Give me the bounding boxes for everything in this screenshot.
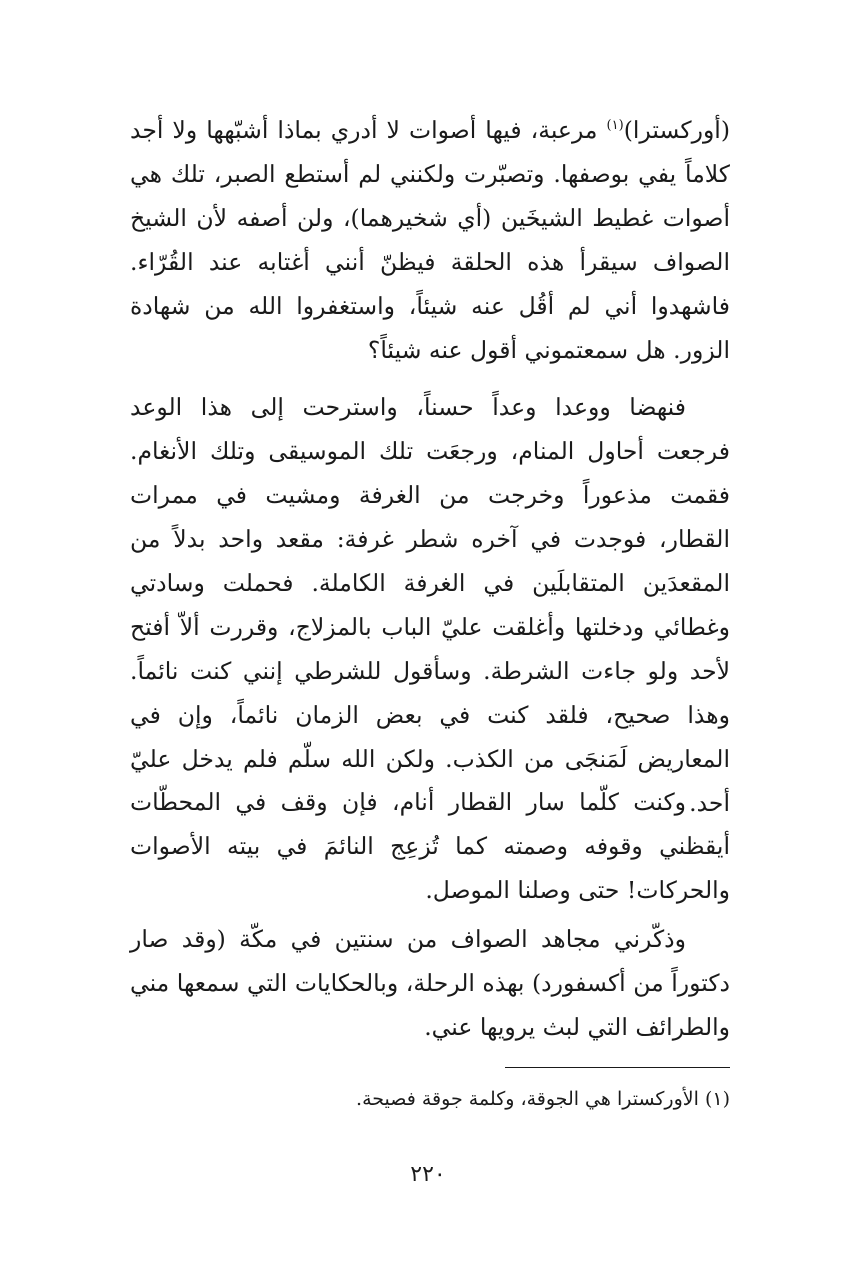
paragraph-1-lead: (أوركسترا) [623,116,730,144]
paragraph-1 [130,108,730,372]
paragraph-3 [130,780,730,912]
paragraph-1-text [130,108,730,372]
paragraph-2-text: فنهضا ووعدا وعداً حسناً، واسترحت إلى هذا الوعد فرجعت أحاول المنام، ورجعَت تلك الموسيقى وتلك الأنغام. فقمت مذعوراً وخرجت من الغرفة ومشيت في ممرات القطار، فوجدت في آخره شطر غرفة: مقعد واحد بدلاً من المقعدَين المتقابلَين في الغرفة الكاملة. فحملت وسادتي وغطائي ودخلتها وأغلقت عليّ الباب بالمزلاج، وقررت ألاّ أفتح لأحد ولو جاءت الشرطة. وسأقول للشرطي إنني كنت نائماً. وهذا صحيح، فلقد كنت في بعض الزمان نائماً، وإن في المعاريض لَمَنجَى من الكذب. ولكن الله سلّم فلم يدخل عليّ أحد. [130,393,730,817]
paragraph-4 [130,917,730,1049]
paragraph-4-text: وذكّرني مجاهد الصواف من سنتين في مكّة (وقد صار دكتوراً من أكسفورد) بهذه الرحلة، وبالحكايات التي سمعها مني والطرائف التي لبث يرويها عني. [130,925,730,1041]
paragraph-3-text: وكنت كلّما سار القطار أنام، فإن وقف في المحطّات أيقظني وقوفه وصمته كما تُزعِج النائمَ في بيته الأصوات والحركات! حتى وصلنا الموصل. [130,788,730,904]
paragraph-1-body: مرعبة، فيها أصوات لا أدري بماذا أشبّهها ولا أجد كلاماً يفي بوصفها. وتصبّرت ولكنني لم أستطع الصبر، تلك هي أصوات غطيط الشيخَين (أي شخيرهما)، ولن أصفه لأن الشيخ الصواف سيقرأ هذه الحلقة فيظنّ أنني أغتابه عند القُرّاء. فاشهدوا أني لم أقُل عنه شيئاً، واستغفروا الله من شهادة الزور. هل سمعتموني أقول عنه شيئاً؟ [130,116,731,364]
footnote-reference: (١) [606,118,624,134]
page-number: ٢٢٠ [410,1162,446,1187]
footnote: (١) الأوركسترا هي الجوقة، وكلمة جوقة فصيحة. [356,1088,730,1110]
paragraph-2 [130,385,730,825]
footnote-divider [505,1067,730,1068]
